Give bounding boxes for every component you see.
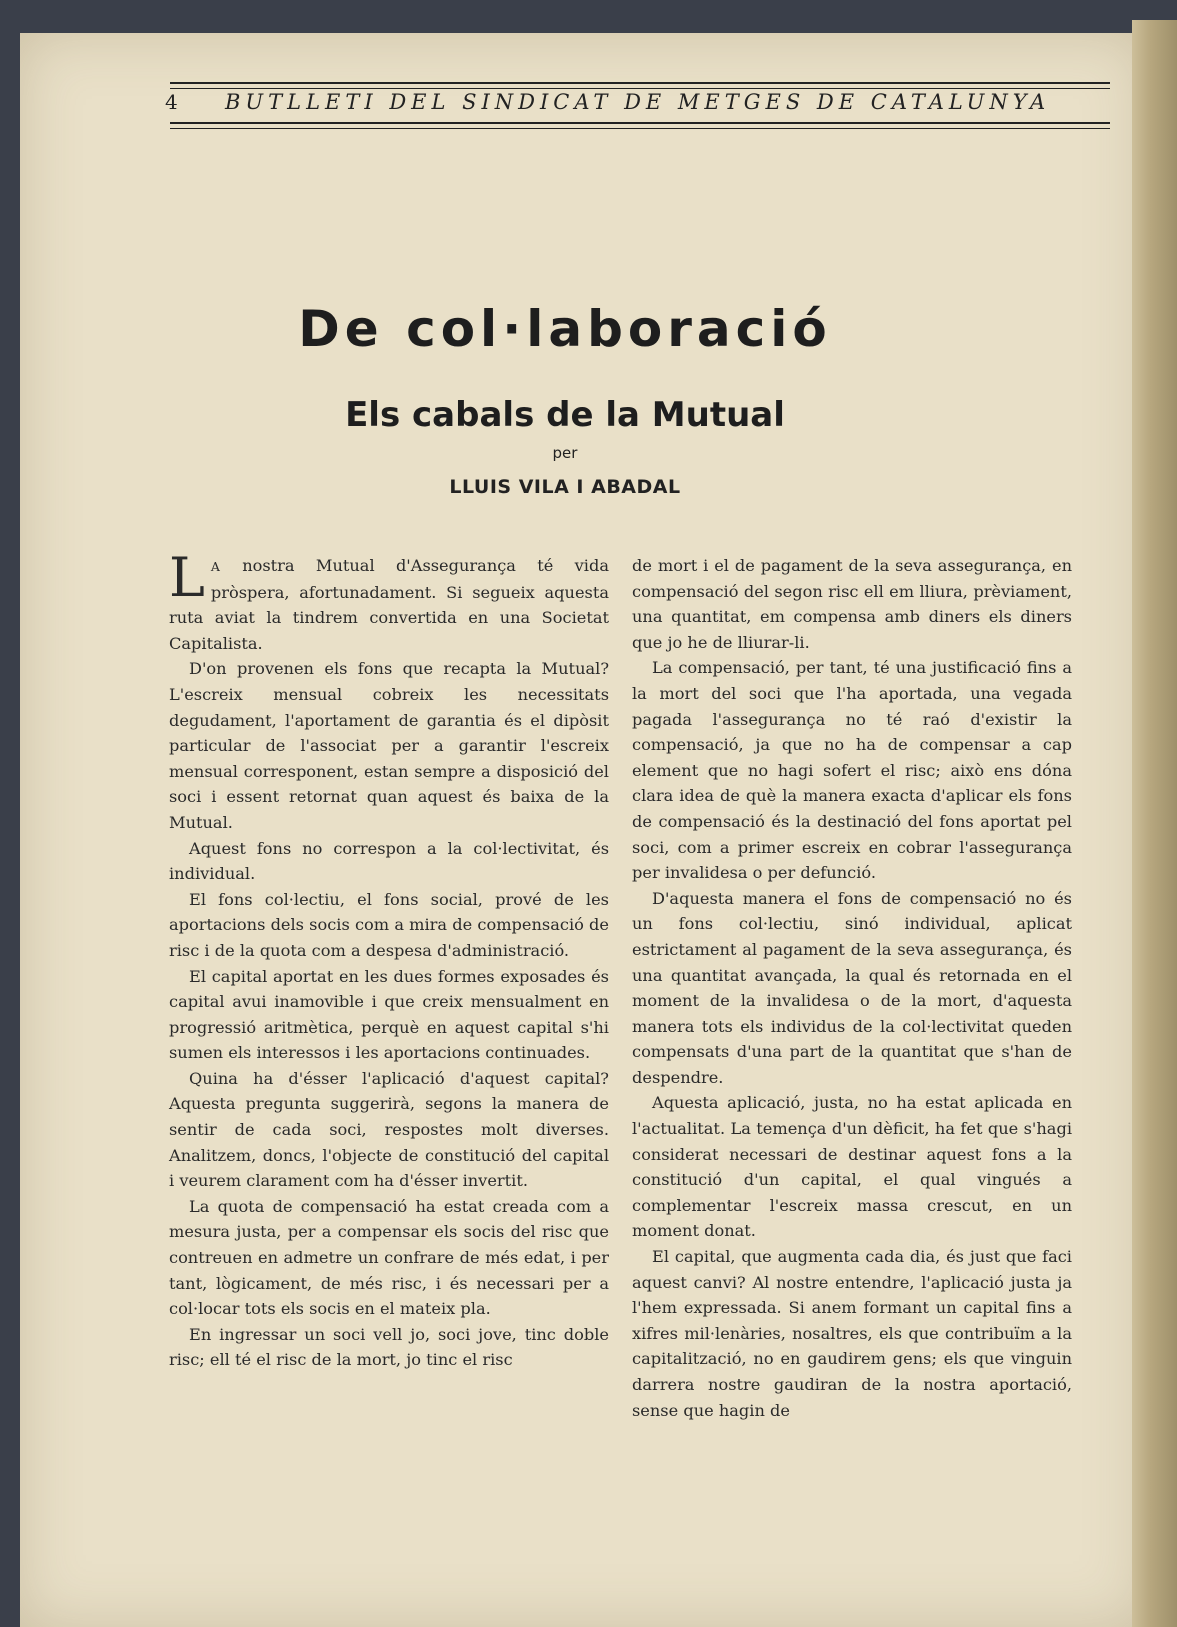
paragraph: El capital aportat en les dues formes exposades és capital avui inamovible i que creix mensualment en progressió aritmètica, perquè en aquest capital s'hi sumen els interessos i les aportacions continuades.	[169, 966, 609, 1063]
first-paragraph	[169, 546, 609, 656]
author-name: LLUIS VILA I ABADAL	[449, 476, 681, 498]
paragraph: El fons col·lectiu, el fons social, prové de les aportacions dels socis com a mira de compensació de risc i de la quota com a despesa d'administració.	[169, 889, 609, 960]
paragraph: D'aquesta manera el fons de compensació no és un fons col·lectiu, sinó individual, aplicat estrictament al pagament de la seva assegurança, és una quantitat avançada, la qual és retornada en el moment de la invalidesa o de la mort, d'aquesta manera tots els individus de la col·lectivitat queden compensats d'una part de la quantitat que s'han de despendre.	[632, 888, 1072, 1087]
page-number: 4	[165, 90, 178, 114]
left-column	[169, 546, 609, 1373]
paragraph: Aquesta aplicació, justa, no ha estat aplicada en l'actualitat. La temença d'un dèficit, ha fet que s'hagi considerat necessari de destinar aquest fons a la constitució d'un capital, el qual vingués a complementar l'escreix massa crescut, en un moment donat.	[632, 1093, 1072, 1241]
header-rule	[170, 82, 1110, 84]
header-rule	[170, 88, 1110, 89]
paragraph: Quina ha d'ésser l'aplicació d'aquest capital? Aquesta pregunta suggerirà, segons la manera de sentir de cada soci, respostes molt diverses. Analitzem, doncs, l'objecte de constitució del capital i veurem clarament com ha d'ésser invertit.	[169, 1068, 609, 1191]
paragraph: D'on provenen els fons que recapta la Mutual? L'escreix mensual cobreix les necessitats degudament, l'aportament de garantia és el dipòsit particular de l'associat per a garantir l'escreix mensual corresponent, estan sempre a disposició del soci i essent retornat quan aquest és baixa de la Mutual.	[169, 659, 609, 832]
page-edge	[1132, 20, 1177, 1627]
article-title: Els cabals de la Mutual	[345, 395, 785, 435]
running-head	[165, 82, 1110, 130]
drop-cap: L	[169, 546, 205, 609]
paragraph: Aquest fons no correspon a la col·lectivitat, és individual.	[169, 838, 609, 884]
paragraph: La compensació, per tant, té una justificació fins a la mort del soci que l'ha aportada, una vegada pagada l'assegurança no té raó d'existir la compensació, ja que no ha de compensar a cap element que no hagi sofert el risc; això ens dóna clara idea de què la manera exacta d'aplicar els fons de compensació és la destinació del fons aportat pel soci, com a primer escreix en cobrar l'assegurança per invalidesa o per defunció.	[632, 658, 1072, 883]
first-paragraph-text: nostra Mutual d'Assegurança té vida pròspera, afortunadament. Si segueix aquesta ruta aviat la tindrem convertida en una Societat Capitalista.	[169, 556, 609, 653]
paragraph: En ingressar un soci vell jo, soci jove, tinc doble risc; ell té el risc de la mort, jo tinc el risc	[169, 1324, 609, 1370]
section-title: De col·laboració	[298, 300, 832, 358]
paragraph: La quota de compensació ha estat creada com a mesura justa, per a compensar els socis del risc que contreuen en admetre un confrare de més edat, i per tant, lògicament, de més risc, i és necessari per a col·locar tots els socis en el mateix pla.	[169, 1196, 609, 1319]
right-column	[632, 553, 1072, 1423]
continued-paragraph: de mort i el de pagament de la seva assegurança, en compensació del segon risc ell em lliura, prèviament, una quantitat, em compensa amb diners els diners que jo he de lliurar-li.	[632, 556, 1072, 652]
header-rule	[170, 122, 1110, 124]
paragraph: El capital, que augmenta cada dia, és just que faci aquest canvi? Al nostre entendre, l'aplicació justa ja l'hem expressada. Si anem formant un capital fins a xifres mil·lenàries, nosaltres, els que contribuïm a la capitalització, no en gaudirem gens; els que vinguin darrera nostre gaudiran de la nostra aportació, sense que hagin de	[632, 1247, 1072, 1420]
journal-title: BUTLLETI DEL SINDICAT DE METGES DE CATALUNYA	[225, 90, 1051, 114]
lead-in: A	[210, 559, 221, 574]
header-rule	[170, 128, 1110, 129]
byline-prefix: per	[552, 444, 578, 462]
